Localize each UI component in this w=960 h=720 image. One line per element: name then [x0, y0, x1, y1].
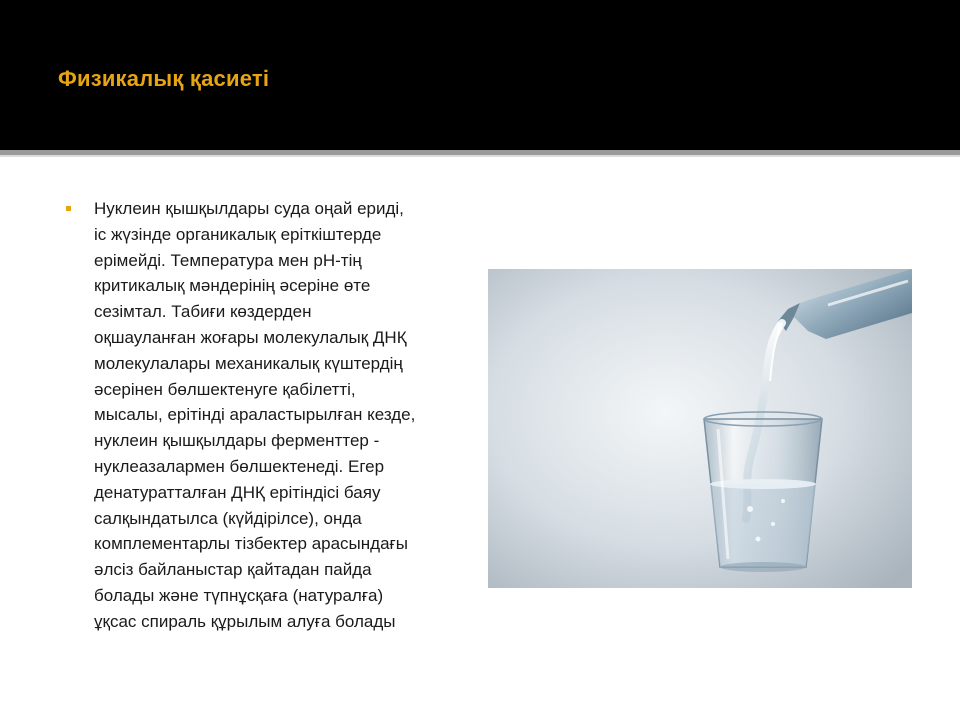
- text-line: әлсіз байланыстар қайтадан пайда: [94, 560, 372, 580]
- text-line: нуклеазалармен бөлшектенеді. Егер: [94, 456, 385, 476]
- text-line: оқшауланған жоғары молекулалық ДНҚ: [94, 327, 407, 347]
- text-line: ерімейді. Температура мен рН-тің: [94, 250, 362, 270]
- text-line: денатуратталған ДНҚ ерітіндісі баяу: [94, 482, 381, 502]
- bullet-marker-icon: [66, 206, 71, 211]
- bullet-text: [94, 196, 484, 635]
- text-line: критикалық мәндерінің әсеріне өте: [94, 276, 371, 296]
- drinking-glass-icon: [704, 412, 822, 572]
- water-glass-photo: [488, 269, 912, 588]
- title-bar: [0, 0, 960, 150]
- text-line: болады және түпнұсқаға (натуралға): [94, 585, 384, 605]
- title-divider-highlight: [0, 155, 960, 157]
- text-line: сезімтал. Табиғи көздерден: [94, 302, 312, 322]
- text-line: ұқсас спираль құрылым алуға болады: [94, 611, 396, 631]
- text-line: Нуклеин қышқылдары суда оңай ериді,: [94, 199, 404, 218]
- text-line: молекулалары механикалық күштердің: [94, 353, 403, 373]
- text-line: әсерінен бөлшектенуге қабілетті,: [94, 379, 356, 399]
- text-line: нуклеин қышқылдары ферменттер -: [94, 431, 380, 451]
- text-line: салқындатылса (күйдірілсе), онда: [94, 508, 362, 528]
- text-line: іс жүзінде органикалық еріткіштерде: [94, 224, 382, 244]
- text-line: мысалы, ерітінді араластырылған кезде,: [94, 405, 416, 425]
- text-line: комплементарлы тізбектер арасындағы: [94, 534, 408, 554]
- slide-title: Физикалық қасиеті: [58, 66, 270, 91]
